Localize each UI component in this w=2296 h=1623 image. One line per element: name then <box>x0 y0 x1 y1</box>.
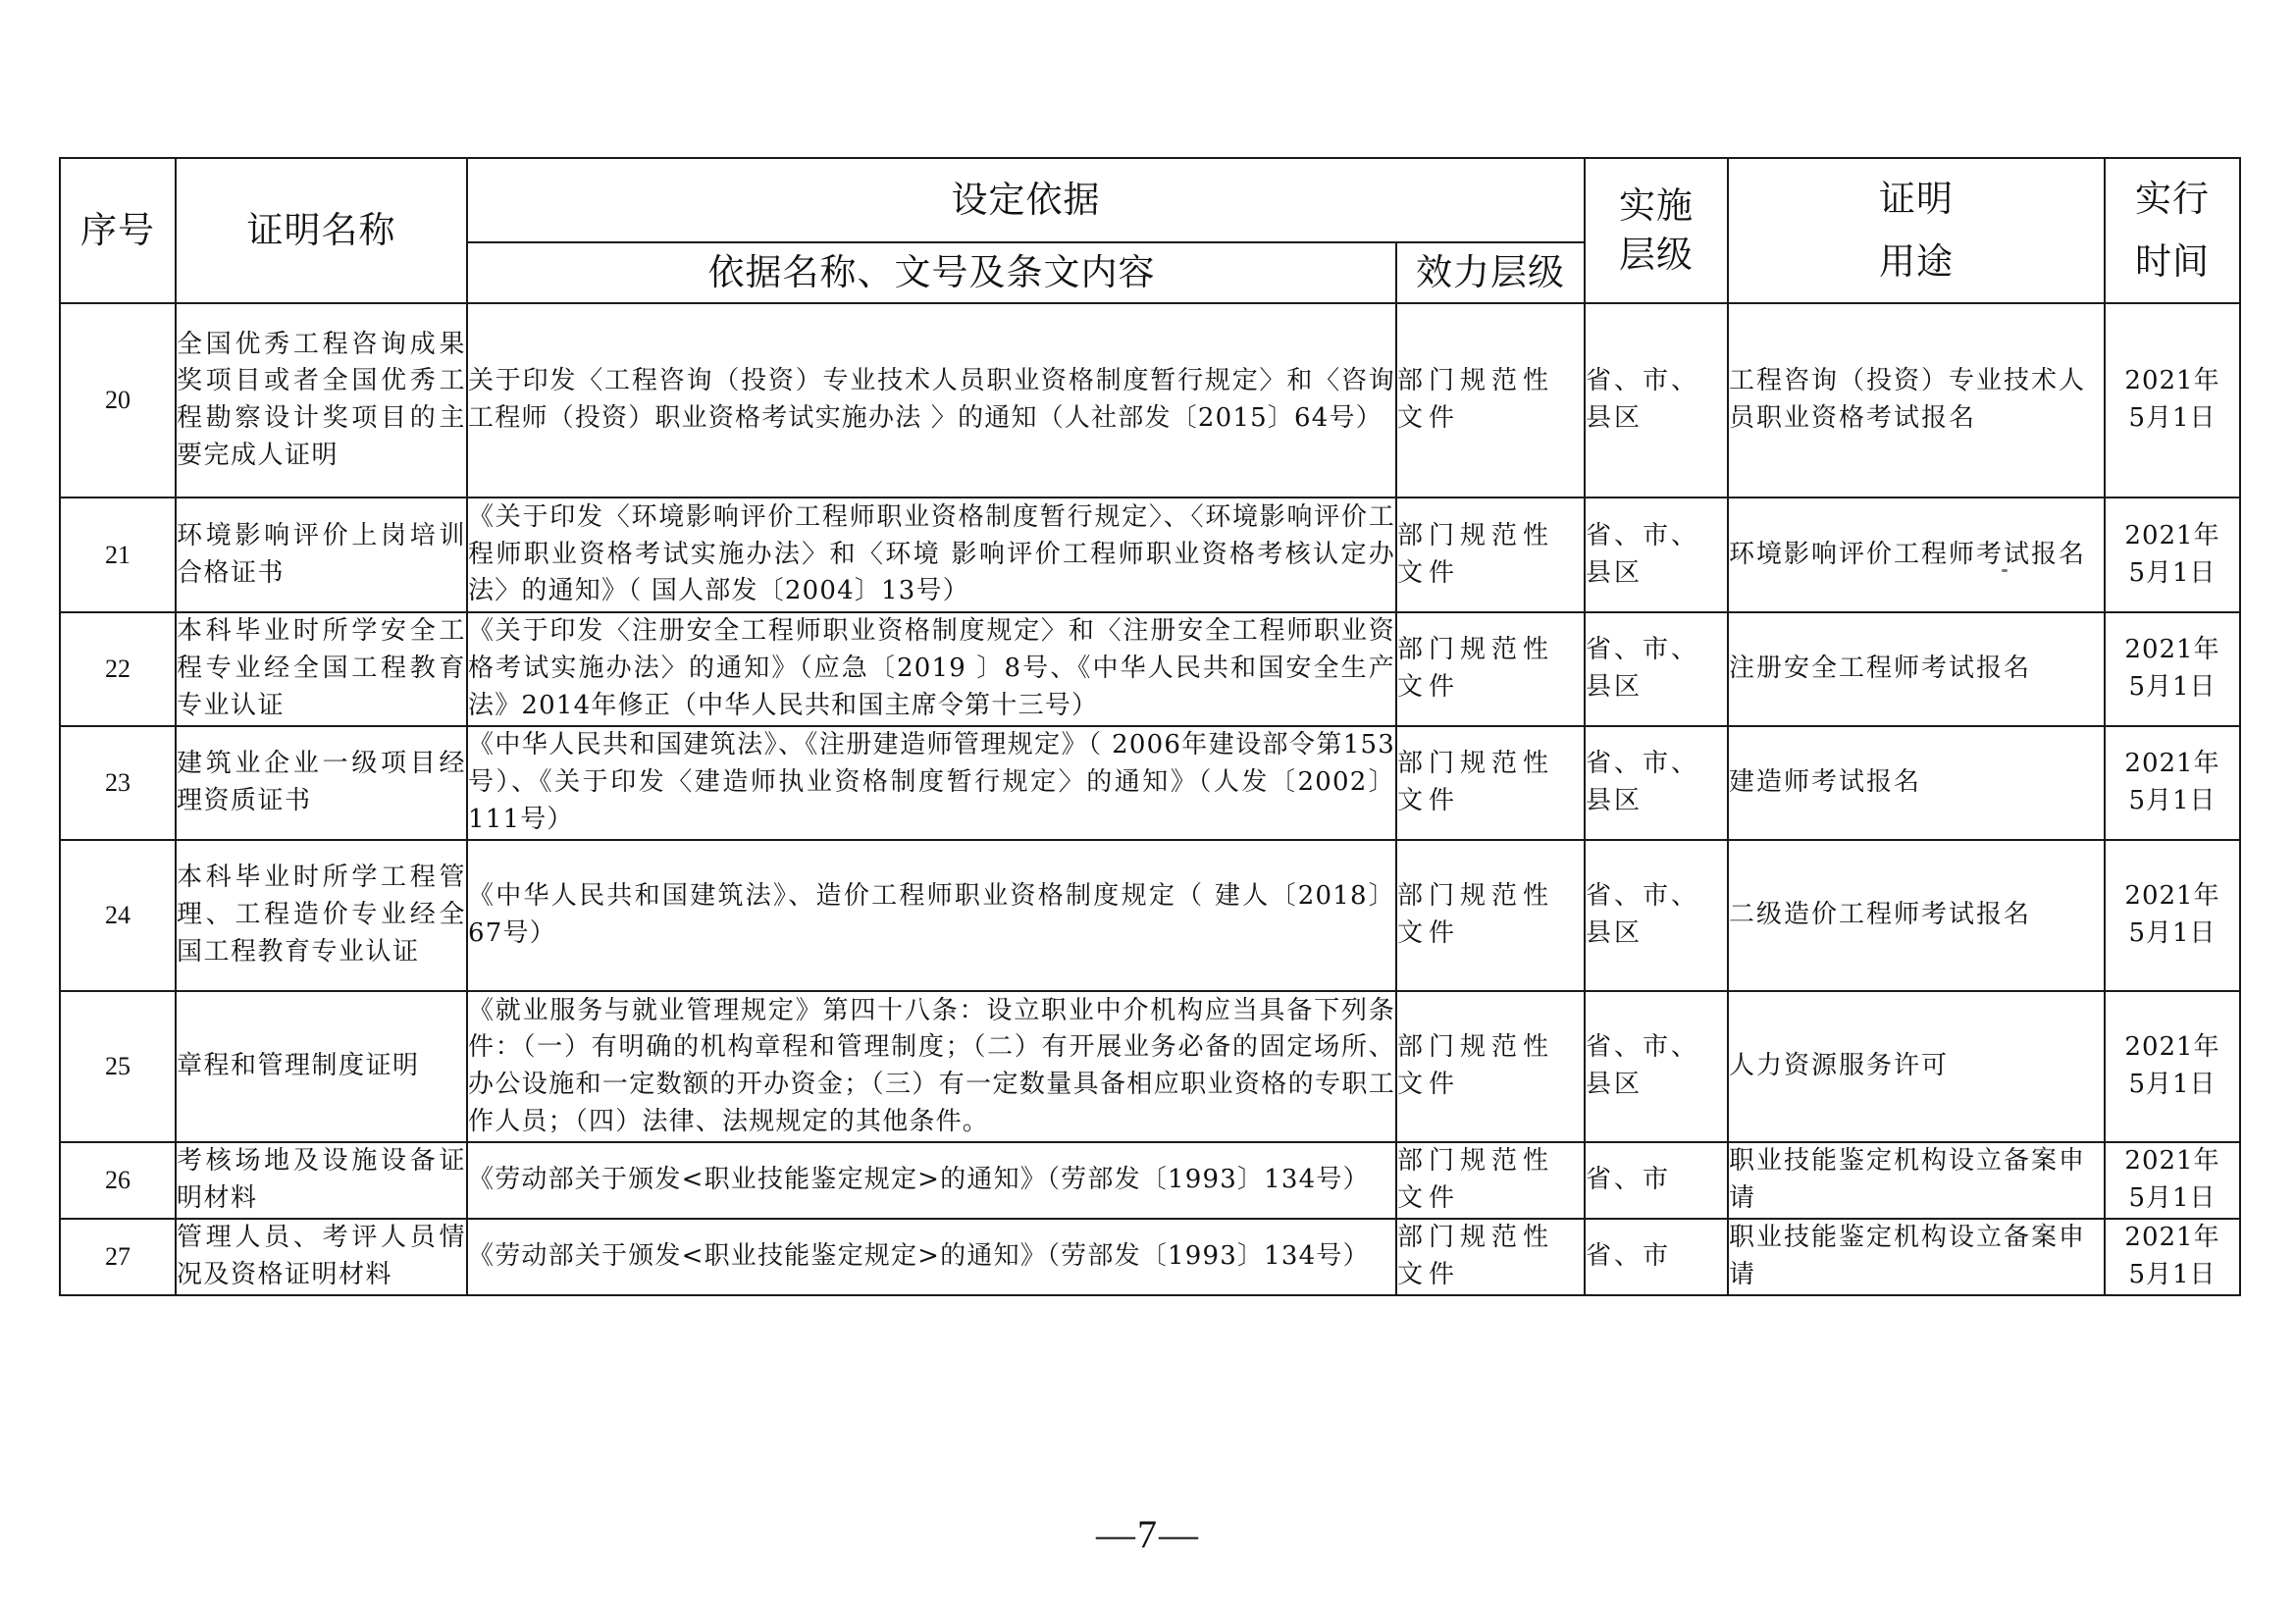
row-seq: 26 <box>60 1142 176 1219</box>
row-seq: 20 <box>60 303 176 497</box>
row-date-day: 5月1日 <box>2128 1070 2217 1099</box>
row-legal-level: 部门规范性文件 <box>1396 1142 1585 1219</box>
row-date-year: 2021年 <box>2124 520 2220 550</box>
row-date-day: 5月1日 <box>2128 786 2217 815</box>
row-legal-level: 部门规范性文件 <box>1396 303 1585 497</box>
row-purpose: 建造师考试报名 <box>1728 726 2105 840</box>
row-impl-level: 省、市 <box>1585 1219 1728 1295</box>
row-basis: 《关于印发〈注册安全工程师职业资格制度规定〉和〈注册安全工程师职业资格考试实施办法〉的通知》（应急〔2019 〕8号、《中华人民共和国安全生产法》2014年修正（中华人民共和国主席令第十三号） <box>467 612 1396 726</box>
row-date-day: 5月1日 <box>2128 557 2217 588</box>
header-basis-group-label: 设定依据 <box>951 179 1101 222</box>
row-basis: 《劳动部关于颁发<职业技能鉴定规定>的通知》（劳部发〔1993〕134号） <box>467 1142 1396 1219</box>
header-impl-level-line2: 层级 <box>1619 234 1694 276</box>
header-date <box>2105 158 2240 303</box>
row-legal-level: 部门规范性文件 <box>1396 991 1585 1142</box>
header-legal-level-label: 效力层级 <box>1416 251 1565 294</box>
row-date <box>2105 612 2240 726</box>
row-date-year: 2021年 <box>2124 1146 2220 1177</box>
row-purpose: 职业技能鉴定机构设立备案申请 <box>1728 1219 2105 1295</box>
header-impl-level-label <box>1586 182 1727 280</box>
header-seq-label: 序号 <box>80 209 155 252</box>
table-header <box>60 158 2240 303</box>
row-date <box>2105 1142 2240 1219</box>
row-impl-level: 省、市、县区 <box>1585 497 1728 612</box>
row-date <box>2105 840 2240 991</box>
row-seq: 27 <box>60 1219 176 1295</box>
header-date-line2: 时间 <box>2135 240 2210 283</box>
row-purpose: 人力资源服务许可 <box>1728 991 2105 1142</box>
row-impl-level: 省、市、县区 <box>1585 840 1728 991</box>
row-purpose: 职业技能鉴定机构设立备案申请 <box>1728 1142 2105 1219</box>
row-date-day: 5月1日 <box>2128 1183 2217 1213</box>
row-impl-level: 省、市、县区 <box>1585 726 1728 840</box>
row-date-year: 2021年 <box>2124 1223 2220 1253</box>
header-name <box>176 158 467 303</box>
row-date-day: 5月1日 <box>2128 672 2217 702</box>
row-impl-level: 省、市、县区 <box>1585 303 1728 497</box>
row-legal-level: 部门规范性文件 <box>1396 1219 1585 1295</box>
row-date-day: 5月1日 <box>2128 918 2217 948</box>
row-date-year: 2021年 <box>2124 1032 2220 1063</box>
row-date-year: 2021年 <box>2124 366 2220 396</box>
row-seq: 21 <box>60 497 176 612</box>
row-basis: 《中华人民共和国建筑法》、造价工程师职业资格制度规定（ 建人〔2018〕67号） <box>467 840 1396 991</box>
row-basis: 关于印发〈工程咨询（投资）专业技术人员职业资格制度暂行规定〉和〈咨询工程师（投资）职业资格考试实施办法 〉的通知（人社部发〔2015〕64号） <box>467 303 1396 497</box>
row-cert-name: 环境影响评价上岗培训合格证书 <box>176 497 467 612</box>
row-cert-name: 管理人员、考评人员情况及资格证明材料 <box>176 1219 467 1295</box>
row-impl-level: 省、市、县区 <box>1585 991 1728 1142</box>
header-basis-group <box>467 158 1585 242</box>
row-cert-name: 考核场地及设施设备证明材料 <box>176 1142 467 1219</box>
header-impl-level <box>1585 158 1728 303</box>
table-body <box>60 303 2240 1295</box>
row-basis: 《就业服务与就业管理规定》第四十八条：设立职业中介机构应当具备下列条件：（一）有明确的机构章程和管理制度；（二）有开展业务必备的固定场所、办公设施和一定数额的开办资金；（三）有一定数量具备相应职业资格的专职工作人员；（四）法律、法规规定的其他条件。 <box>467 991 1396 1142</box>
row-cert-name: 章程和管理制度证明 <box>176 991 467 1142</box>
row-basis: 《中华人民共和国建筑法》、《注册建造师管理规定》（ 2006年建设部令第153号）、《关于印发〈建造师执业资格制度暂行规定〉的通知》（人发〔2002〕111号） <box>467 726 1396 840</box>
row-cert-name: 全国优秀工程咨询成果奖项目或者全国优秀工程勘察设计奖项目的主要完成人证明 <box>176 303 467 497</box>
row-date <box>2105 991 2240 1142</box>
header-legal-level <box>1396 242 1585 303</box>
row-legal-level: 部门规范性文件 <box>1396 497 1585 612</box>
table-row <box>60 497 2240 612</box>
row-seq: 24 <box>60 840 176 991</box>
table-row <box>60 840 2240 991</box>
header-purpose <box>1728 158 2105 303</box>
header-purpose-line2: 用途 <box>1879 240 1954 283</box>
header-basis-content-label: 依据名称、文号及条文内容 <box>707 251 1156 294</box>
table-row <box>60 303 2240 497</box>
row-date-year: 2021年 <box>2124 635 2220 665</box>
header-seq <box>60 158 176 303</box>
table-row <box>60 991 2240 1142</box>
header-purpose-line1: 证明 <box>1879 178 1954 221</box>
row-date <box>2105 303 2240 497</box>
row-legal-level: 部门规范性文件 <box>1396 612 1585 726</box>
row-cert-name: 本科毕业时所学安全工程专业经全国工程教育专业认证 <box>176 612 467 726</box>
row-legal-level: 部门规范性文件 <box>1396 726 1585 840</box>
row-date <box>2105 497 2240 612</box>
table-row <box>60 1142 2240 1219</box>
certificate-table <box>59 157 2241 1296</box>
row-basis: 《关于印发〈环境影响评价工程师职业资格制度暂行规定〉、〈环境影响评价工程师职业资格考试实施办法〉和〈环境 影响评价工程师职业资格考核认定办法〉的通知》（ 国人部发〔2004〕13号） <box>467 497 1396 612</box>
table-row <box>60 612 2240 726</box>
row-date-year: 2021年 <box>2124 881 2220 912</box>
row-cert-name: 建筑业企业一级项目经理资质证书 <box>176 726 467 840</box>
row-date <box>2105 726 2240 840</box>
row-date-year: 2021年 <box>2124 749 2220 779</box>
row-date-day: 5月1日 <box>2128 403 2217 433</box>
table-row <box>60 726 2240 840</box>
page-number: —7— <box>1096 1512 1200 1556</box>
row-purpose: 二级造价工程师考试报名 <box>1728 840 2105 991</box>
row-basis: 《劳动部关于颁发<职业技能鉴定规定>的通知》（劳部发〔1993〕134号） <box>467 1219 1396 1295</box>
header-date-label <box>2106 175 2239 287</box>
row-seq: 25 <box>60 991 176 1142</box>
header-date-line1: 实行 <box>2135 178 2210 221</box>
header-basis-content <box>467 242 1396 303</box>
header-impl-level-line1: 实施 <box>1619 184 1694 228</box>
row-cert-name: 本科毕业时所学工程管理、工程造价专业经全国工程教育专业认证 <box>176 840 467 991</box>
table-row <box>60 1219 2240 1295</box>
row-date <box>2105 1219 2240 1295</box>
header-name-label: 证明名称 <box>246 209 396 252</box>
row-seq: 23 <box>60 726 176 840</box>
row-date-day: 5月1日 <box>2128 1260 2217 1289</box>
header-purpose-label <box>1729 175 2104 287</box>
row-purpose: 环境影响评价工程师考试报名 <box>1728 497 2105 612</box>
row-purpose: 工程咨询（投资）专业技术人员职业资格考试报名 <box>1728 303 2105 497</box>
row-purpose: 注册安全工程师考试报名 <box>1728 612 2105 726</box>
row-seq: 22 <box>60 612 176 726</box>
row-impl-level: 省、市 <box>1585 1142 1728 1219</box>
row-impl-level: 省、市、县区 <box>1585 612 1728 726</box>
row-legal-level: 部门规范性文件 <box>1396 840 1585 991</box>
scan-speck <box>2002 569 2008 572</box>
